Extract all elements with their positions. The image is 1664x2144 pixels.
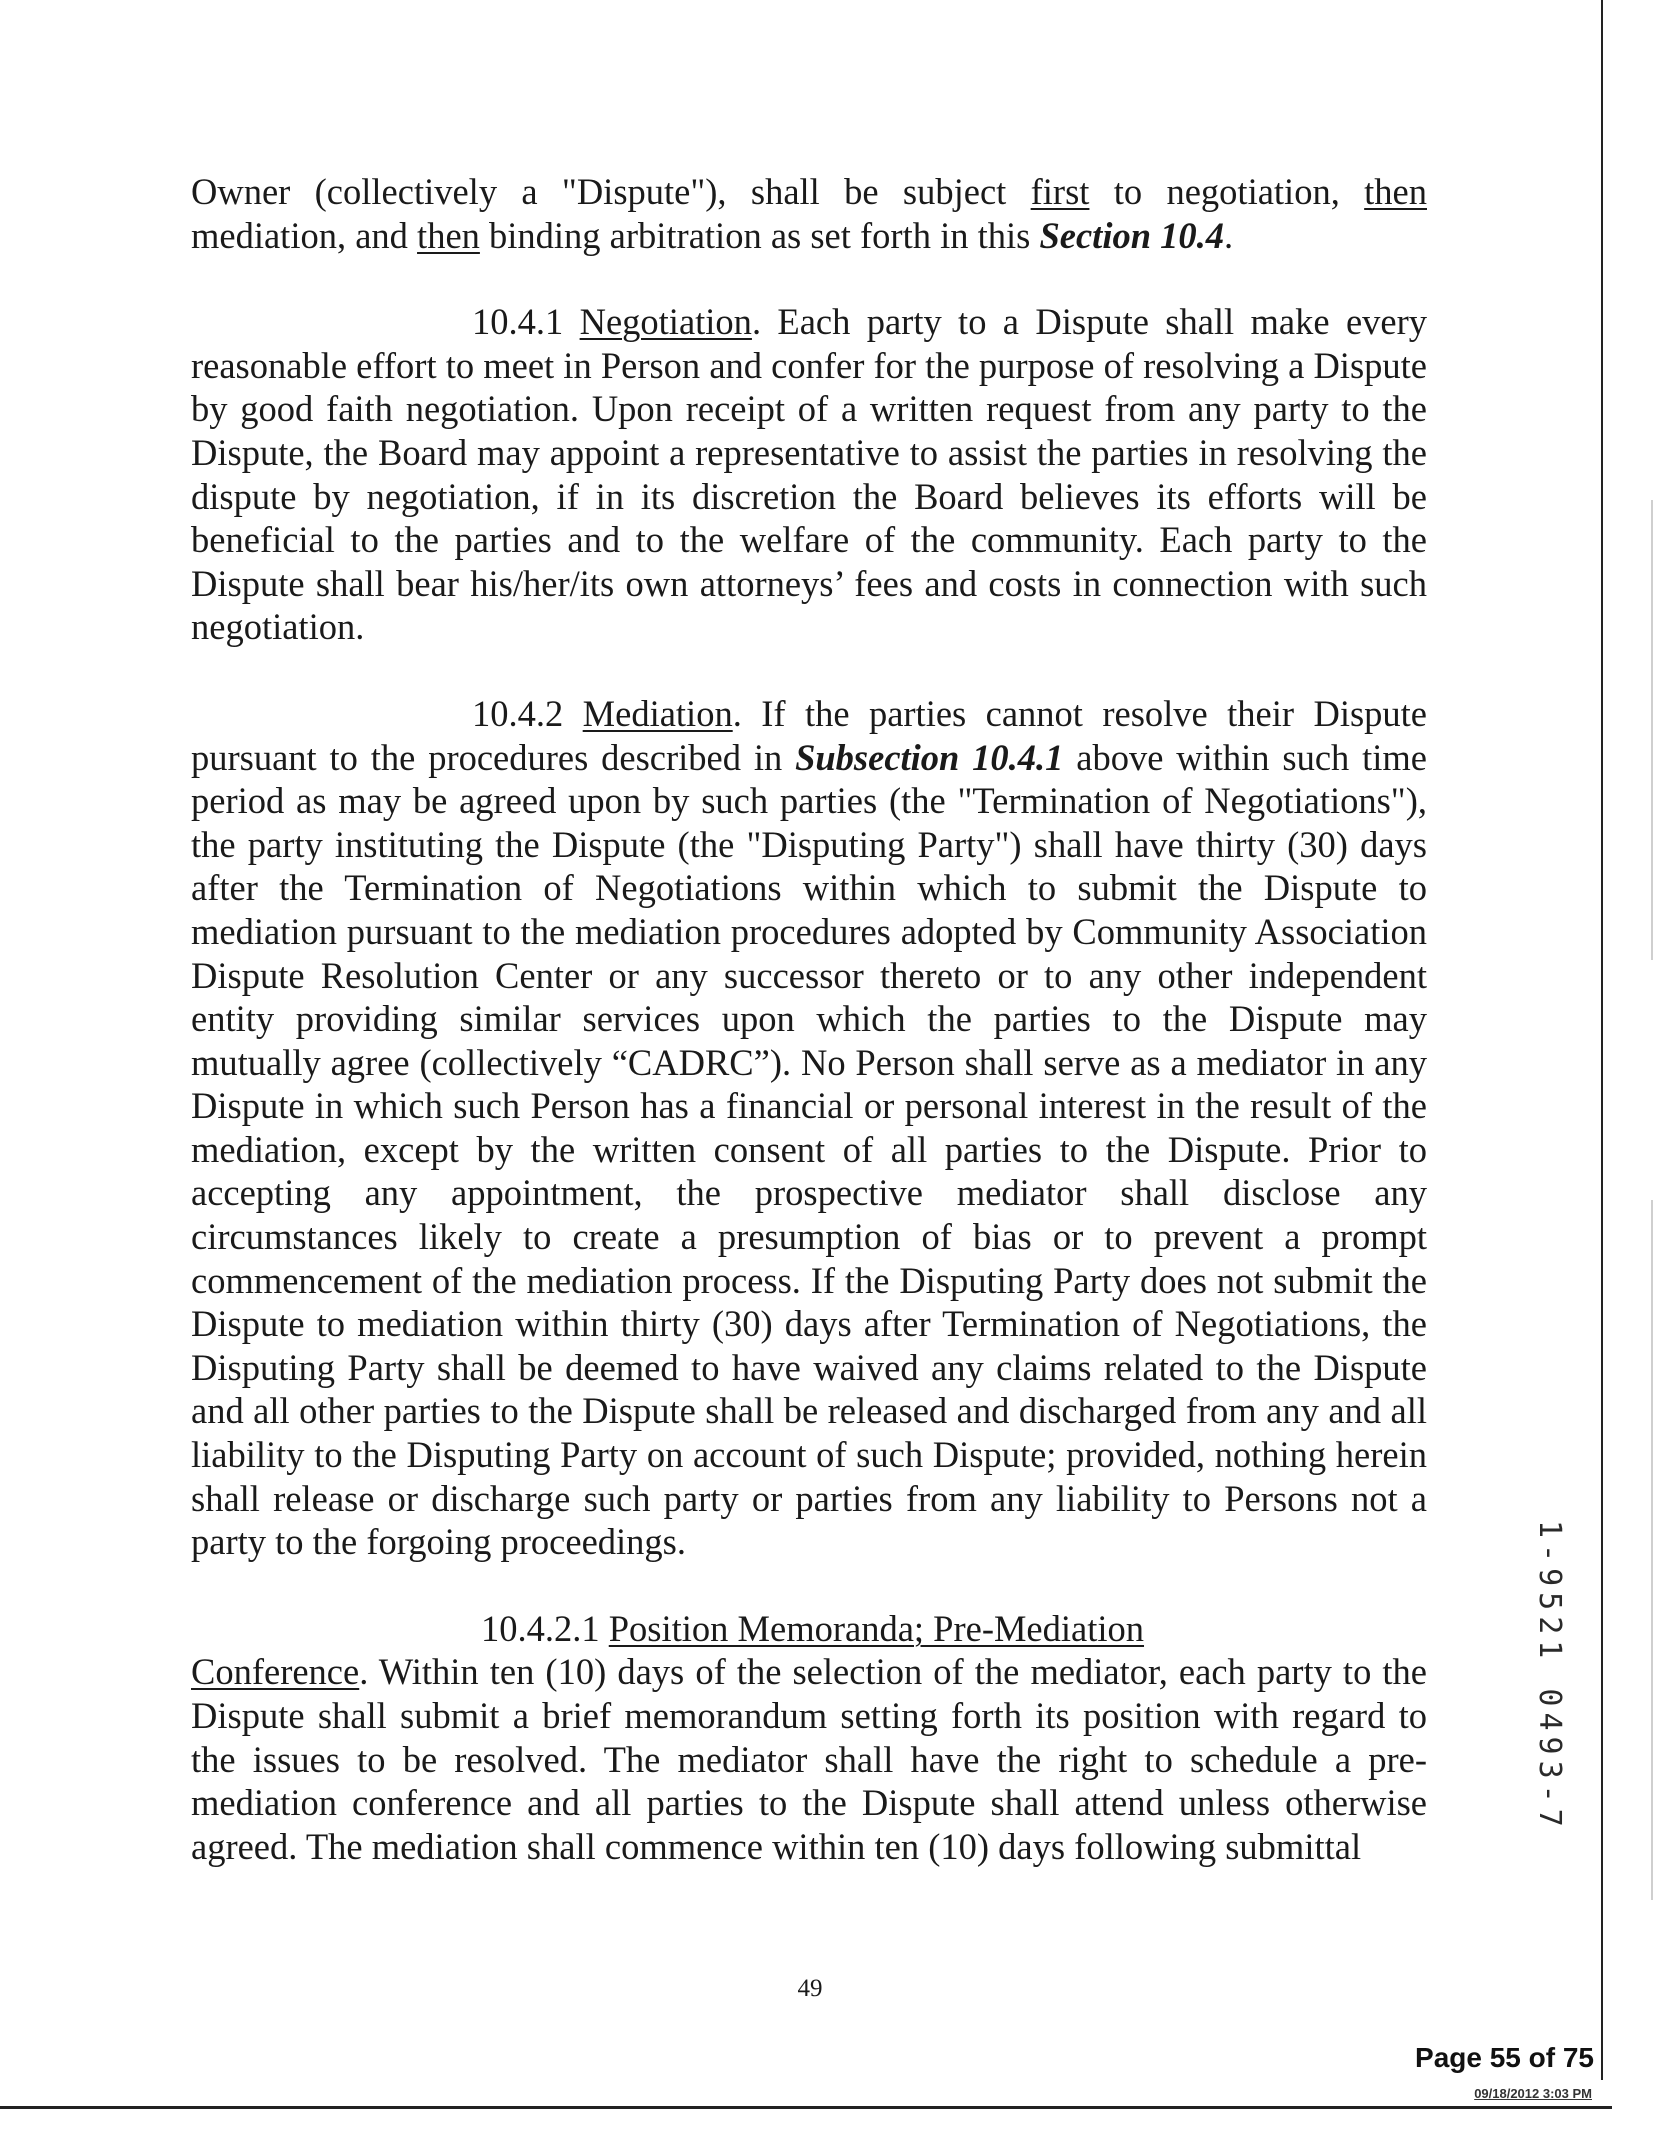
- section-number: 10.4.1: [472, 301, 580, 343]
- text-run: to negotiation,: [1089, 171, 1365, 212]
- recording-date-stamp: 09/18/2012 3:03 PM: [1474, 2086, 1592, 2101]
- page-count-stamp: Page 55 of 75: [1415, 2042, 1594, 2073]
- body-text: [191, 170, 1427, 1868]
- section-number: 10.4.2.1: [481, 1607, 609, 1649]
- section-text: above within such time period as may be agreed upon by such parties (the "Termination of Negotiations"), the party instituting the Dispute (the "Disputing Party") shall have thirty (30) days after the Termination of Negotiations within which to submit the Dispute to mediation pursuant to the mediation procedures adopted by Community Association Dispute Resolution Center or any successor thereto or to any other independent entity providing similar services upon which the parties to the Dispute may mutually agree (collectively “CADRC”). No Person shall serve as a mediator in any Dispute in which such Person has a financial or personal interest in the result of the mediation, except by the written consent of all parties to the Dispute. Prior to accepting any appointment, the prospective mediator shall disclose any circumstances likely to create a presumption of bias or to prevent a prompt commencement of the mediation process. If the Disputing Party does not submit the Dispute to mediation within thirty (30) days after Termination of Negotiations, the Disputing Party shall be deemed to have waived any claims related to the Dispute and all other parties to the Dispute shall be released and discharged from any and all liability to the Disputing Party on account of such Dispute; provided, nothing herein shall release or discharge such party or parties from any liability to Persons not a party to the forgoing proceedings.: [191, 736, 1427, 1563]
- page-number: 49: [797, 1975, 823, 2002]
- text-run: .: [1224, 214, 1234, 256]
- underlined-word: first: [1030, 171, 1090, 212]
- section-reference: Section 10.4: [1039, 214, 1225, 256]
- recording-number-stamp: [1532, 1520, 1575, 1833]
- intro-paragraph: [191, 170, 1427, 257]
- section-heading: Mediation: [582, 692, 733, 734]
- section-text: . If the parties cannot resolve their Dispute pursuant to the procedures described in: [191, 692, 1428, 778]
- text-run: binding arbitration as set forth in this: [479, 214, 1040, 256]
- scan-edge-mark: [1651, 500, 1653, 960]
- scan-edge-mark: [1651, 1200, 1653, 1900]
- section-text: . Within ten (10) days of the selection of the mediator, each party to the Dispute shall submit a brief memorandum setting forth its position with regard to the issues to be resolved. The mediator shall have the right to schedule a pre-mediation conference and all parties to the Dispute shall attend unless otherwise agreed. The mediation shall commence within ten (10) days following submittal: [191, 1651, 1427, 1867]
- subsection-reference: Subsection 10.4.1: [795, 736, 1064, 778]
- text-run: mediation, and: [191, 214, 418, 256]
- underlined-word: then: [1364, 171, 1427, 212]
- position-memoranda-heading-line: [191, 1607, 1427, 1651]
- negotiation-paragraph: [191, 300, 1427, 649]
- position-memoranda-paragraph: [191, 1650, 1427, 1868]
- mediation-paragraph: [191, 692, 1427, 1564]
- underlined-word: then: [417, 214, 480, 256]
- section-heading-continued: Conference: [191, 1651, 360, 1693]
- bottom-rule: [0, 2106, 1612, 2109]
- recording-number-text: 1-9521 0493-7: [1532, 1520, 1567, 1833]
- section-heading: Negotiation: [579, 301, 752, 343]
- right-margin-rule: [1601, 0, 1603, 2080]
- section-number: 10.4.2: [472, 692, 583, 734]
- text-run: Owner (collectively a "Dispute"), shall be subject: [191, 171, 1031, 212]
- section-heading: Position Memoranda; Pre-Mediation: [608, 1607, 1145, 1649]
- section-text: . Each party to a Dispute shall make every reasonable effort to meet in Person and confer for the purpose of resolving a Dispute by good faith negotiation. Upon receipt of a written request from any party to the Dispute, the Board may appoint a representative to assist the parties in resolving the dispute by negotiation, if in its discretion the Board believes its efforts will be beneficial to the parties and to the welfare of the community. Each party to the Dispute shall bear his/her/its own attorneys’ fees and costs in connection with such negotiation.: [191, 301, 1427, 648]
